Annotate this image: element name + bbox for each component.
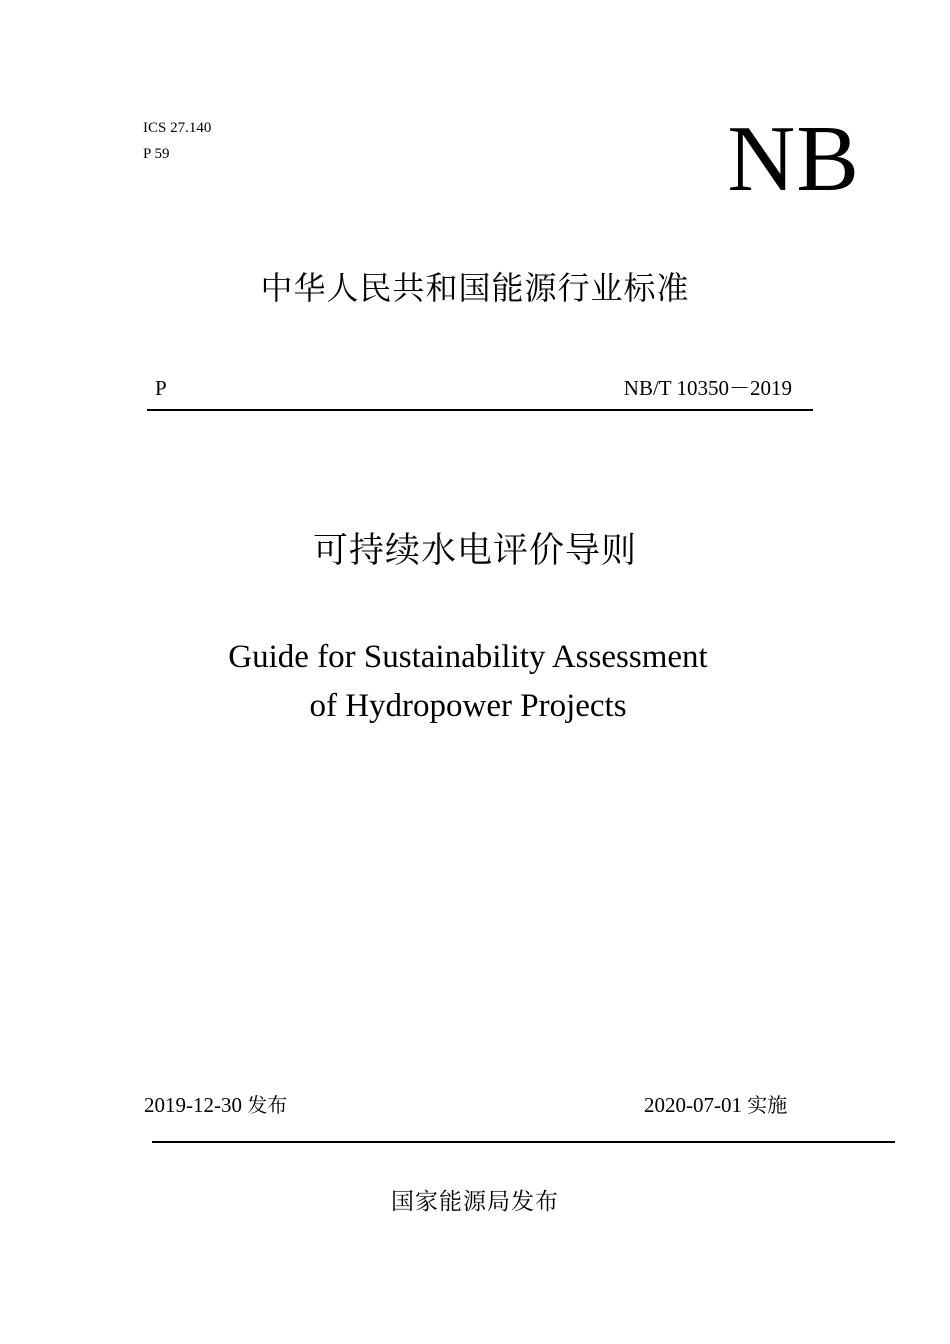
classification-code: P [155, 376, 167, 400]
nb-logo: NB [727, 107, 860, 211]
bottom-divider [152, 1141, 895, 1143]
standard-number: NB/T 10350－2019 [623, 376, 792, 400]
p-classification-code: P 59 [143, 146, 170, 162]
top-divider [147, 409, 813, 411]
issue-date: 2019-12-30 [144, 1093, 242, 1117]
chinese-title: 可持续水电评价导则 [312, 531, 637, 571]
issue-label: 发布 [247, 1093, 288, 1117]
effective-label: 实施 [747, 1093, 788, 1117]
effective-date: 2020-07-01 [644, 1093, 742, 1117]
english-title-line-2: of Hydropower Projects [309, 688, 627, 724]
ics-code: ICS 27.140 [143, 120, 212, 136]
industry-standard-title: 中华人民共和国能源行业标准 [260, 269, 690, 307]
issue-date-block [144, 1091, 287, 1119]
effective-date-block [644, 1091, 787, 1119]
english-title-line-1: Guide for Sustainability Assessment [228, 639, 708, 675]
publisher: 国家能源局发布 [391, 1189, 559, 1215]
